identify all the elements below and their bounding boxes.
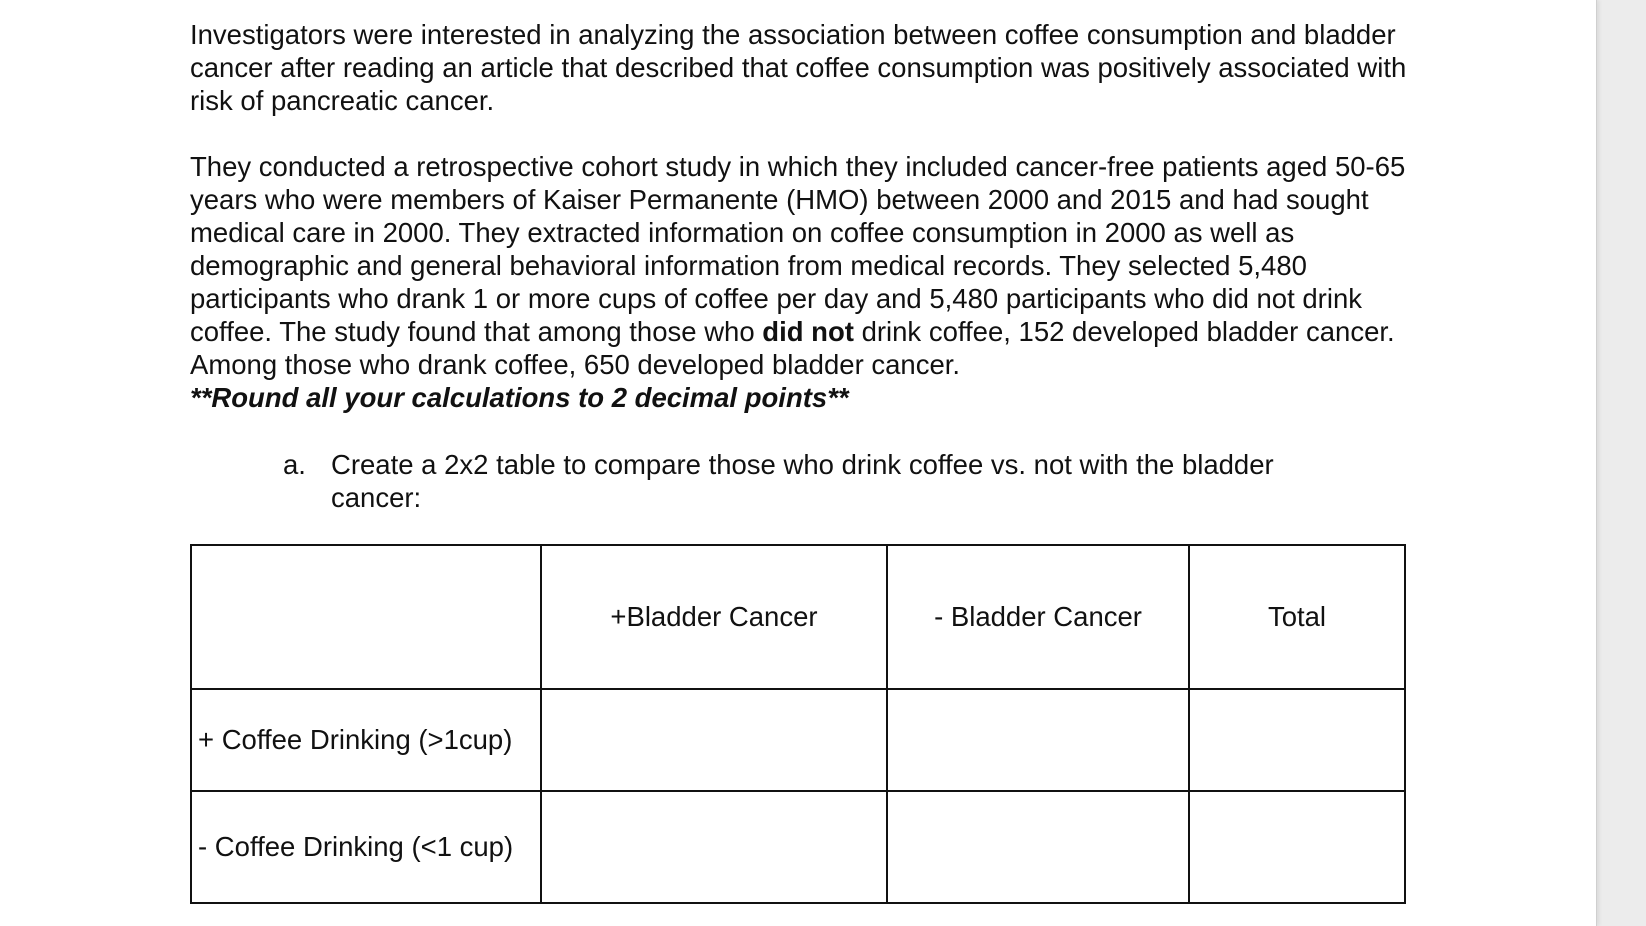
table-header-corner[interactable] — [191, 545, 541, 689]
study-paragraph — [190, 150, 1420, 414]
table-row — [191, 689, 1405, 791]
table-cell[interactable] — [1189, 689, 1405, 791]
table-header-row — [191, 545, 1405, 689]
table-cell[interactable] — [887, 791, 1189, 903]
question-letter: a. — [283, 449, 306, 480]
table-header-cell[interactable]: Total — [1189, 545, 1405, 689]
row-label[interactable]: - Coffee Drinking (<1 cup) — [191, 791, 541, 903]
table-cell[interactable] — [541, 689, 887, 791]
question-text: Create a 2x2 table to compare those who drink coffee vs. not with the bladder cancer: — [331, 449, 1274, 513]
study-text-part1: They conducted a retrospective cohort study in which they included cancer-free patients aged 50-65 years who were members of Kaiser Permanente (HMO) between 2000 and 2015 and had sought medical care in 2000. They extracted information on coffee consumption in 2000 as well as demographic and general behavioral information from medical records. They selected 5,480 participants who drank 1 or more cups of coffee per day and 5,480 participants who did not drink coffee. The study found that among those who — [190, 151, 1406, 347]
table-header-cell[interactable]: +Bladder Cancer — [541, 545, 887, 689]
table-cell[interactable] — [541, 791, 887, 903]
intro-paragraph: Investigators were interested in analyzing the association between coffee consumption and bladder cancer after reading an article that described that coffee consumption was positively associated with risk of pancreatic cancer. — [190, 19, 1407, 116]
question-a — [283, 448, 1343, 514]
row-label[interactable]: + Coffee Drinking (>1cup) — [191, 689, 541, 791]
study-text-part2: drink coffee, 152 developed bladder cancer. Among those who drank coffee, 650 developed bladder cancer. — [190, 316, 1395, 380]
table-row — [191, 791, 1405, 903]
table-header-cell[interactable]: - Bladder Cancer — [887, 545, 1189, 689]
two-by-two-table — [190, 544, 1406, 904]
rounding-instruction: **Round all your calculations to 2 decimal points** — [190, 382, 849, 413]
table-cell[interactable] — [1189, 791, 1405, 903]
study-text-bold: did not — [762, 316, 854, 347]
table-cell[interactable] — [887, 689, 1189, 791]
